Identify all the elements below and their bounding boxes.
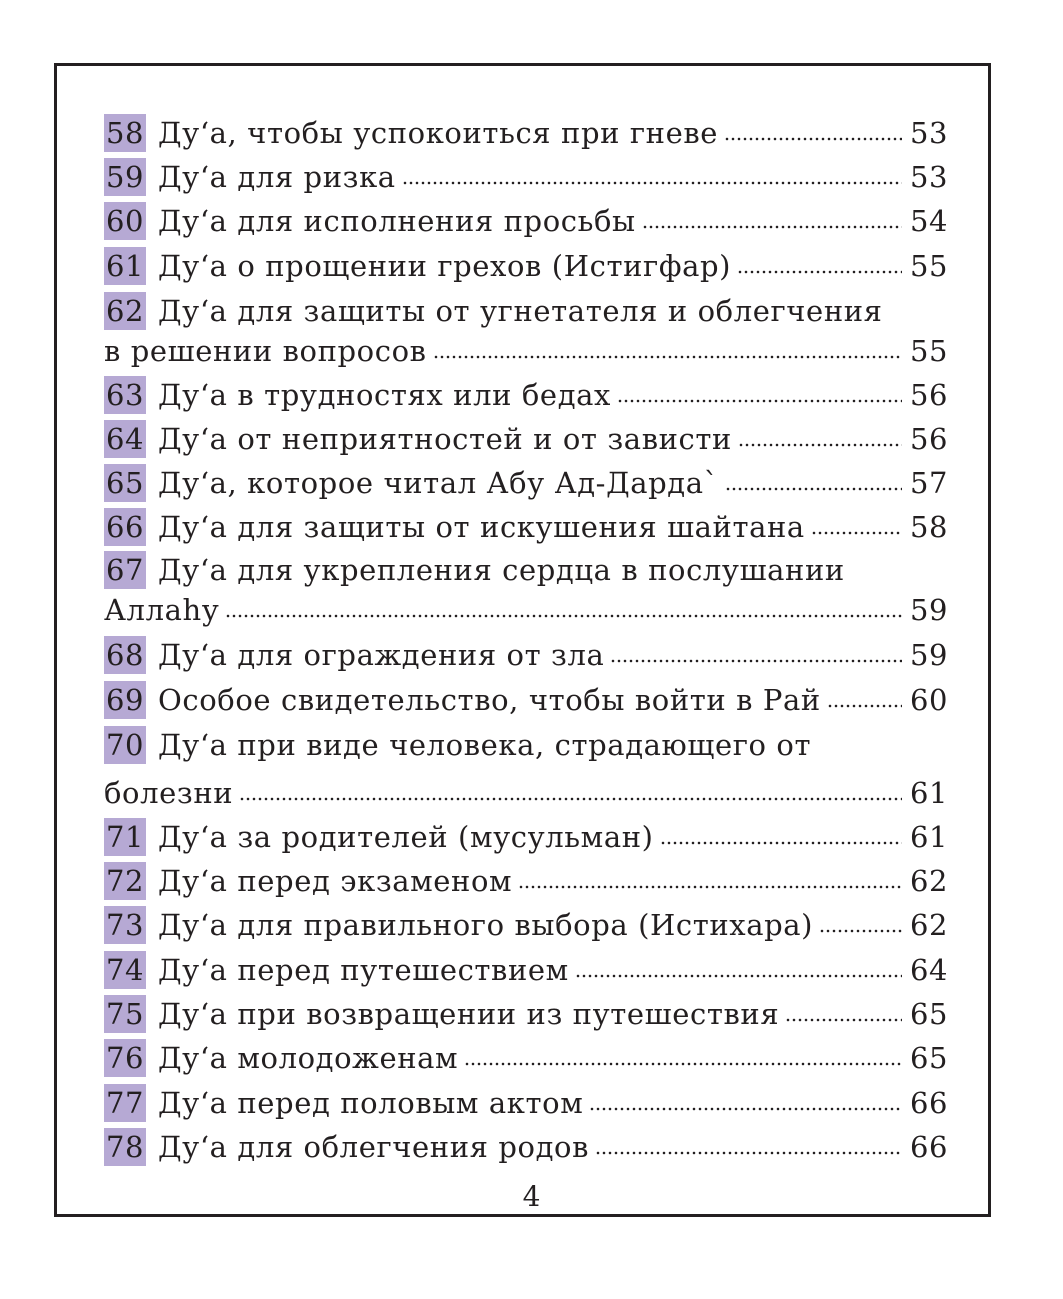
toc-entry — [104, 545, 948, 629]
toc-entry — [104, 856, 948, 900]
entry-title: Ду‘а о прощении грехов (Истигфар) — [158, 249, 732, 283]
entry-title-continuation: в решении вопросов — [104, 334, 427, 368]
entry-title-continuation: болезни — [104, 776, 234, 810]
entry-title: Ду‘а в трудностях или бедах — [158, 378, 611, 412]
toc-entry — [104, 458, 948, 502]
entry-title: Ду‘а для защиты от угнетателя и облегчения — [158, 294, 883, 328]
entry-page-number: 53 — [910, 116, 949, 150]
dot-leader — [819, 926, 902, 936]
entry-number: 63 — [105, 378, 145, 412]
dot-leader — [737, 267, 902, 277]
entry-page-number: 64 — [910, 953, 949, 987]
entry-page-number: 53 — [910, 160, 949, 194]
dot-leader — [642, 222, 902, 232]
entry-title: Ду‘а для ризка — [158, 160, 396, 194]
entry-number: 77 — [105, 1086, 145, 1120]
entry-title: Ду‘а для ограждения от зла — [158, 638, 605, 672]
page-number: 4 — [522, 1180, 541, 1213]
dot-leader — [610, 656, 902, 666]
toc-entry — [104, 370, 948, 414]
dot-leader — [811, 528, 902, 538]
dot-leader — [785, 1015, 902, 1025]
entry-title: Ду‘а для облегчения родов — [158, 1130, 590, 1164]
dot-leader — [464, 1059, 902, 1069]
toc-entry — [104, 414, 948, 458]
entry-page-number: 65 — [910, 997, 949, 1031]
toc-entry — [104, 945, 948, 989]
entry-number: 73 — [105, 908, 145, 942]
entry-number: 78 — [105, 1130, 145, 1164]
toc-entry — [104, 108, 948, 152]
toc-entry — [104, 720, 948, 812]
toc-entry — [104, 630, 948, 674]
entry-title: Ду‘а при возвращении из путешествия — [158, 997, 780, 1031]
entry-page-number: 62 — [910, 864, 949, 898]
dot-leader — [589, 1104, 902, 1114]
entry-number: 62 — [105, 294, 145, 328]
entry-number: 68 — [105, 638, 145, 672]
dot-leader — [239, 794, 902, 804]
toc-entry — [104, 900, 948, 944]
dot-leader — [660, 838, 902, 848]
entry-title: Ду‘а для исполнения просьбы — [158, 204, 636, 238]
entry-page-number: 65 — [910, 1041, 949, 1075]
dot-leader — [595, 1148, 902, 1158]
dot-leader — [433, 352, 902, 362]
entry-title: Ду‘а при виде человека, страдающего от — [158, 728, 812, 762]
entry-page-number: 61 — [910, 820, 949, 854]
entry-number: 65 — [105, 466, 145, 500]
toc-entry — [104, 1078, 948, 1122]
toc-entry — [104, 152, 948, 196]
toc-entry — [104, 196, 948, 240]
toc-entry — [104, 989, 948, 1033]
entry-page-number: 58 — [910, 510, 949, 544]
dot-leader — [518, 882, 902, 892]
entry-page-number: 55 — [910, 334, 949, 368]
entry-page-number: 59 — [910, 638, 949, 672]
dot-leader — [724, 134, 902, 144]
entry-title: Особое свидетельство, чтобы войти в Рай — [158, 683, 821, 717]
entry-title: Ду‘а для укрепления сердца в послушании — [158, 553, 845, 587]
entry-title: Ду‘а от неприятностей и от зависти — [158, 422, 732, 456]
toc-entry — [104, 1033, 948, 1077]
entry-number: 61 — [105, 249, 145, 283]
toc-entry — [104, 1122, 948, 1166]
toc-entry — [104, 675, 948, 719]
dot-leader — [617, 396, 902, 406]
entry-number: 74 — [105, 953, 145, 987]
entry-page-number: 66 — [910, 1130, 949, 1164]
entry-number: 64 — [105, 422, 145, 456]
entry-number: 76 — [105, 1041, 145, 1075]
entry-title: Ду‘а для правильного выбора (Истихара) — [158, 908, 814, 942]
toc-entry — [104, 502, 948, 546]
entry-title: Ду‘а перед экзаменом — [158, 864, 513, 898]
entry-page-number: 56 — [910, 422, 949, 456]
entry-title: Ду‘а, которое читал Абу Ад-Дарда` — [158, 466, 719, 500]
dot-leader — [402, 178, 902, 188]
toc-entry — [104, 241, 948, 285]
entry-number: 67 — [105, 553, 145, 587]
entry-title: Ду‘а перед половым актом — [158, 1086, 584, 1120]
entry-page-number: 62 — [910, 908, 949, 942]
entry-page-number: 60 — [910, 683, 949, 717]
toc-entry — [104, 286, 948, 370]
entry-page-number: 59 — [910, 593, 949, 627]
entry-number: 59 — [105, 160, 145, 194]
entry-number: 66 — [105, 510, 145, 544]
dot-leader — [725, 484, 902, 494]
entry-title: Ду‘а молодоженам — [158, 1041, 459, 1075]
dot-leader — [575, 971, 902, 981]
entry-number: 75 — [105, 997, 145, 1031]
dot-leader — [827, 701, 902, 711]
entry-page-number: 61 — [910, 776, 949, 810]
entry-number: 72 — [105, 864, 145, 898]
dot-leader — [738, 440, 902, 450]
entry-title: Ду‘а, чтобы успокоиться при гневе — [158, 116, 719, 150]
toc-entry — [104, 812, 948, 856]
entry-page-number: 57 — [910, 466, 949, 500]
entry-number: 71 — [105, 820, 145, 854]
entry-number: 60 — [105, 204, 145, 238]
dot-leader — [225, 611, 902, 621]
entry-page-number: 54 — [910, 204, 949, 238]
entry-page-number: 55 — [910, 249, 949, 283]
entry-page-number: 66 — [910, 1086, 949, 1120]
entry-number: 70 — [105, 728, 145, 762]
entry-number: 69 — [105, 683, 145, 717]
entry-title: Ду‘а для защиты от искушения шайтана — [158, 510, 805, 544]
entry-page-number: 56 — [910, 378, 949, 412]
entry-number: 58 — [105, 116, 145, 150]
entry-title: Ду‘а перед путешествием — [158, 953, 569, 987]
entry-title-continuation: Аллаhу — [104, 593, 220, 627]
entry-title: Ду‘а за родителей (мусульман) — [158, 820, 654, 854]
